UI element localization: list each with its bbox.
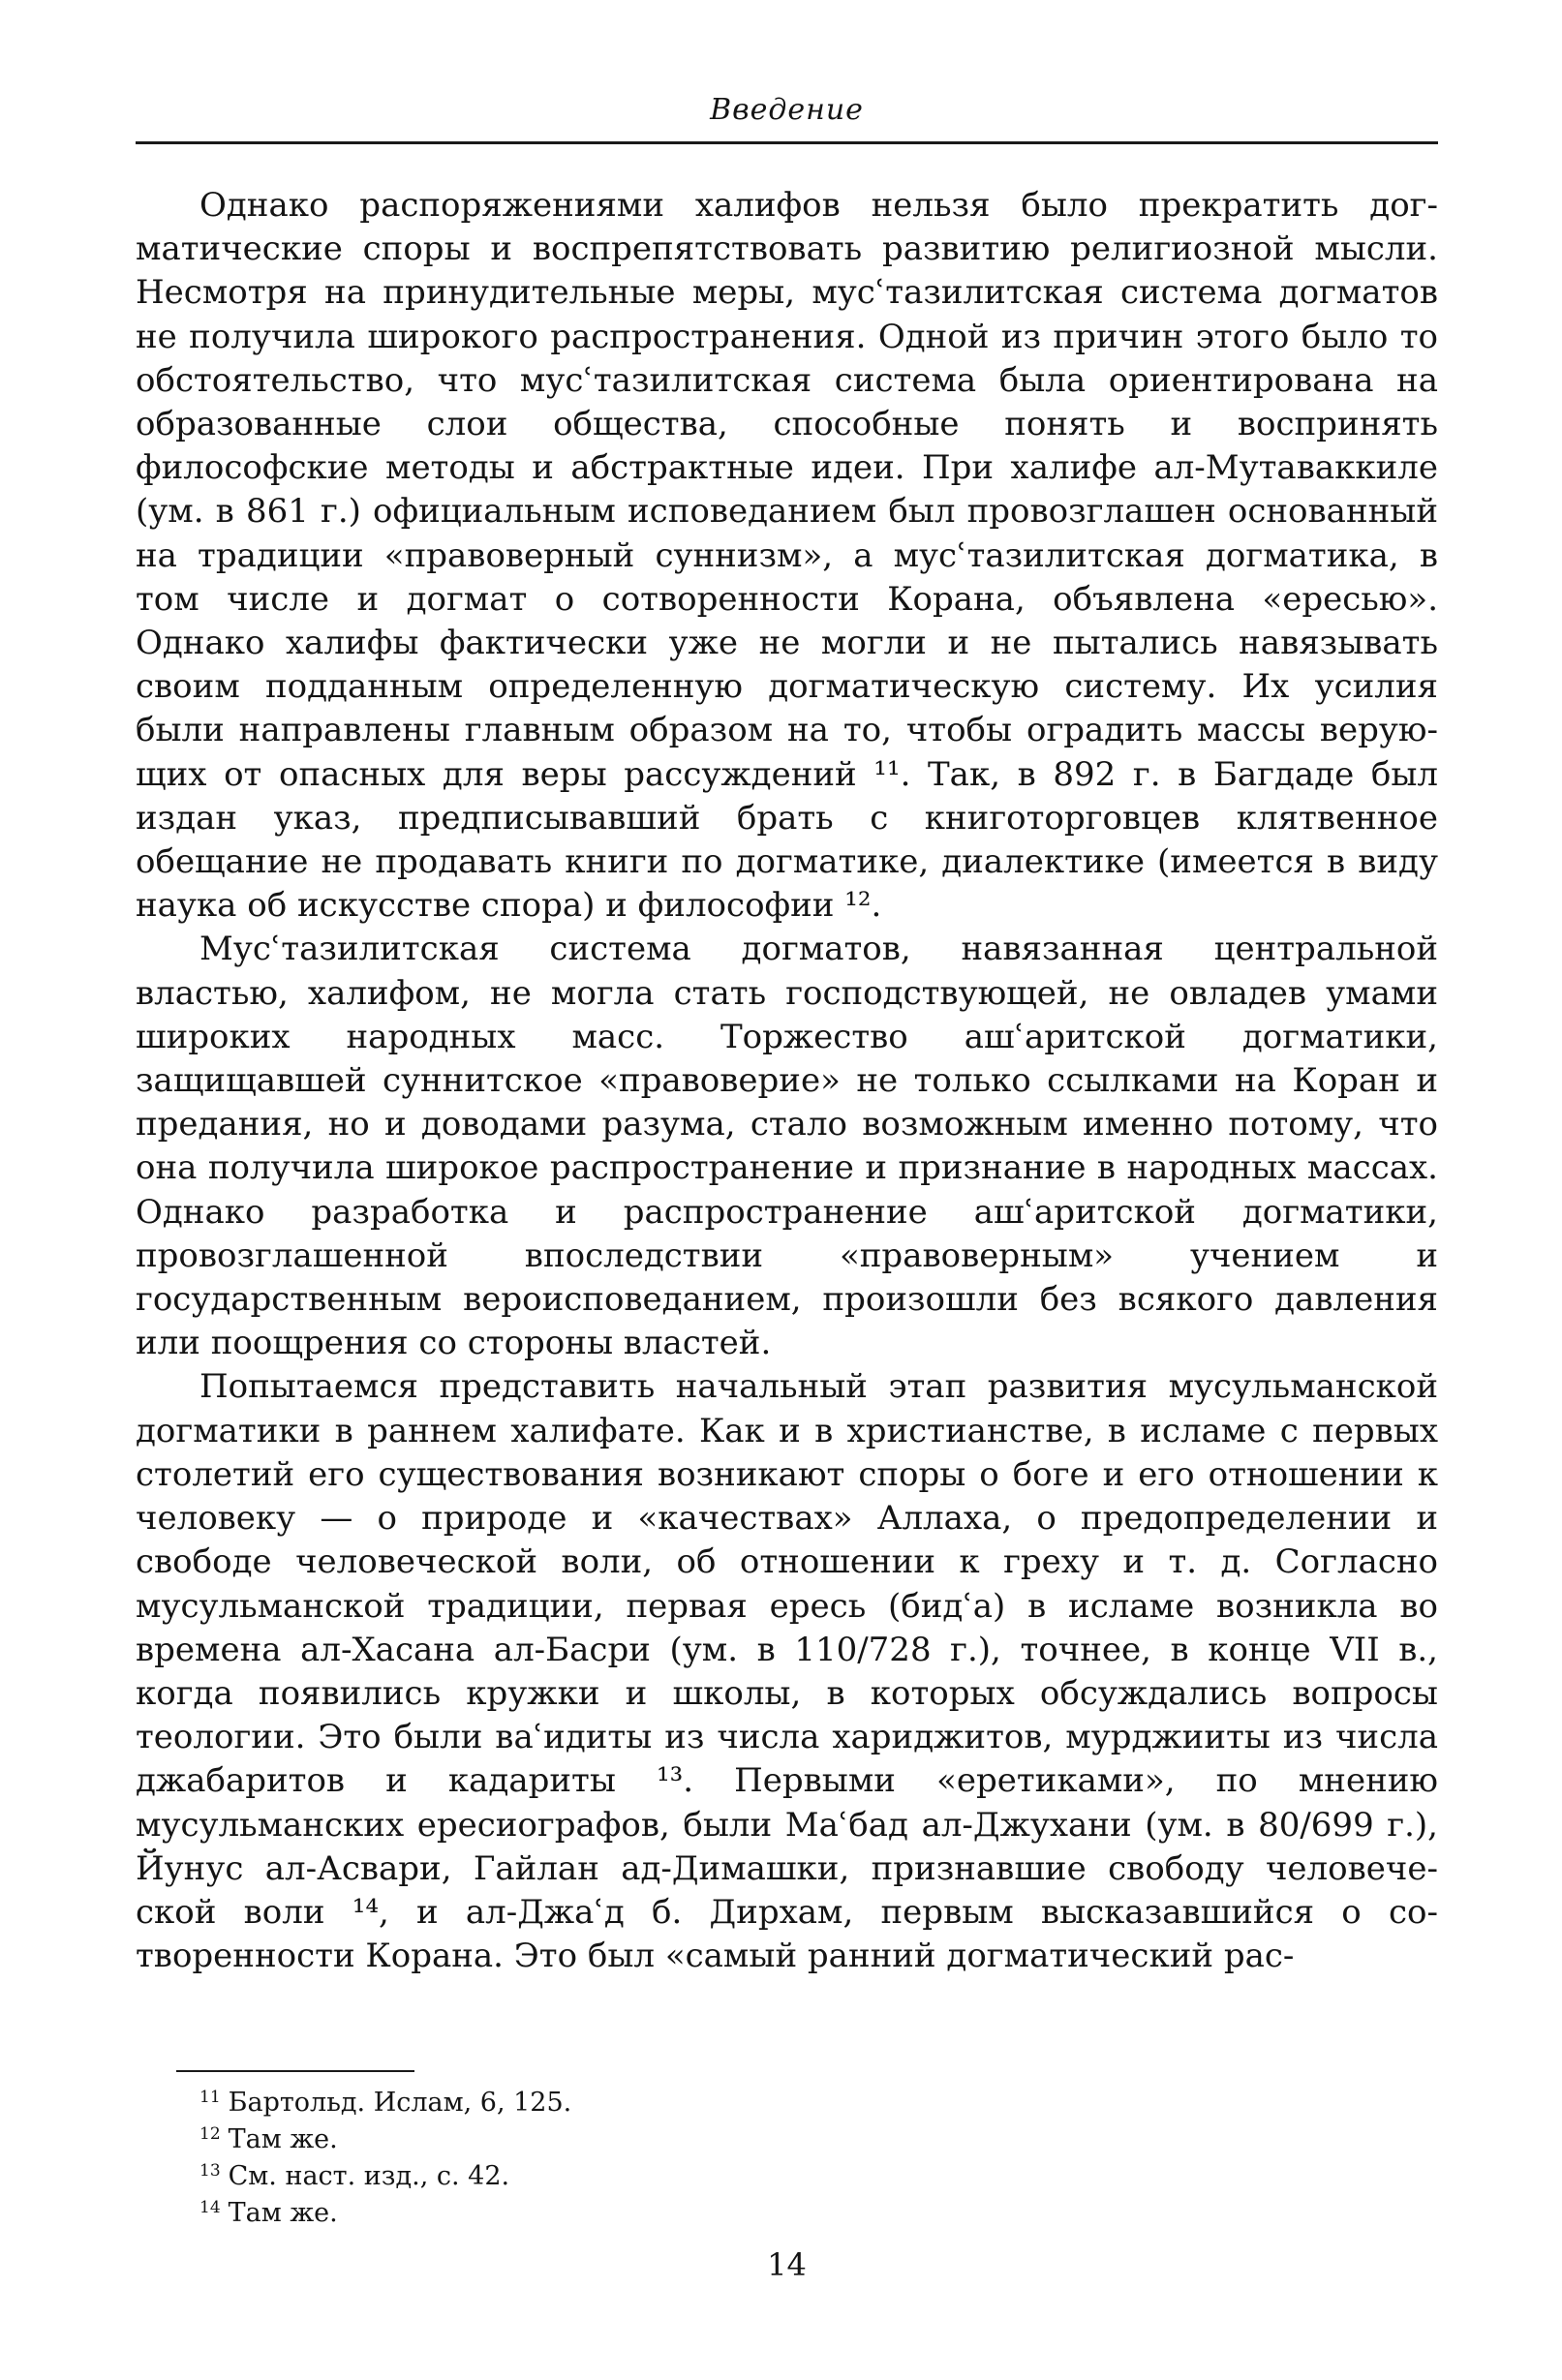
paragraph: Однако распоряжениями халифов нельзя было прекратить догматические споры и воспрепятствовать развитию религиозной мысли. Несмотря на принудительные меры, мусʿтазилитская система догматов не получила широкого распространения. Одной из причин этого было то обстоятельство, что мусʿтазилитская система была ориентирована на образованные слои общества, способные понять и воспринять философские методы и абстрактные идеи. При халифе ал-Мутаваккиле (ум. в 861 г.) официальным исповеданием был провозглашен основанный на традиции «правоверный суннизм», а мусʿтазилитская догматика, в том числе и догмат о сотворенности Корана, объявлена «ересью». Однако халифы фактически уже не могли и не пытались навязывать своим подданным определенную догматическую систему. Их усилия были направлены главным образом на то, чтобы оградить массы верующих от опасных для веры рассуждений ¹¹. Так, в 892 г. в Багдаде был издан указ, предписывавший брать с книготорговцев клятвенное обещание не продавать книги по догматике, диалектике (имеется в виду наука об искусстве спора) и философии ¹². bbox=[136, 186, 1438, 926]
paragraph: Попытаемся представить начальный этап развития мусульманской догматики в раннем халифате. Как и в христианстве, в исламе с первых столетий его существования возникают споры о боге и его отношении к человеку — о природе и «качествах» Аллаха, о предопределении и свободе человеческой воли, об отношении к греху и т. д. Согласно мусульманской традиции, первая ересь (бидʿа) в исламе возникла во времена ал-Хасана ал-Басри (ум. в 110/728 г.), точнее, в конце VII в., когда появились кружки и школы, в которых обсуждались вопросы теологии. Это были ваʿидиты из числа хариджитов, мурджииты из числа джабаритов и кадариты ¹³. Первыми «еретиками», по мнению мусульманских ересиографов, были Маʿбад ал-Джухани (ум. в 80/699 г.), Йунус ал-Асвари, Гайлан ад-Димашки, признавшие свободу человеческой воли ¹⁴, и ал-Джаʿд б. Дирхам, первым высказавшийся о сотворенности Корана. Это был «самый ранний догматический рас- bbox=[136, 1367, 1438, 1976]
footnote-number: 14 bbox=[199, 2198, 221, 2217]
footnote-text: Там же. bbox=[228, 2198, 338, 2228]
footnote-text: Бартольд. Ислам, 6, 125. bbox=[228, 2088, 572, 2118]
footnotes bbox=[199, 2082, 1362, 2229]
footnote-rule bbox=[176, 2070, 414, 2072]
footnote-text: Там же. bbox=[228, 2124, 338, 2154]
footnote bbox=[199, 2082, 1362, 2119]
body-text bbox=[136, 184, 1438, 1978]
footnote-number: 13 bbox=[199, 2161, 221, 2181]
footnote bbox=[199, 2119, 1362, 2155]
footnote bbox=[199, 2192, 1362, 2229]
book-page bbox=[136, 0, 1438, 2380]
footnote bbox=[199, 2155, 1362, 2192]
paragraph: Мусʿтазилитская система догматов, навязанная центральной властью, халифом, не могла стать господствующей, не овладев умами широких народных масс. Торжество ашʿаритской догматики, защищавшей суннитское «правоверие» не только ссылками на Коран и предания, но и доводами разума, стало возможным именно потому, что она получила широкое распространение и признание в народных массах. Однако разработка и распространение ашʿаритской догматики, провозглашенной впоследствии «правоверным» учением и государственным вероисповеданием, произошли без всякого давления или поощрения со стороны властей. bbox=[136, 930, 1438, 1363]
header-rule bbox=[136, 141, 1438, 144]
footnote-text: См. наст. изд., с. 42. bbox=[228, 2161, 510, 2191]
running-head: Введение bbox=[710, 93, 864, 127]
page-number: 14 bbox=[767, 2246, 807, 2283]
footnote-number: 12 bbox=[199, 2124, 221, 2144]
footnote-number: 11 bbox=[199, 2088, 221, 2107]
